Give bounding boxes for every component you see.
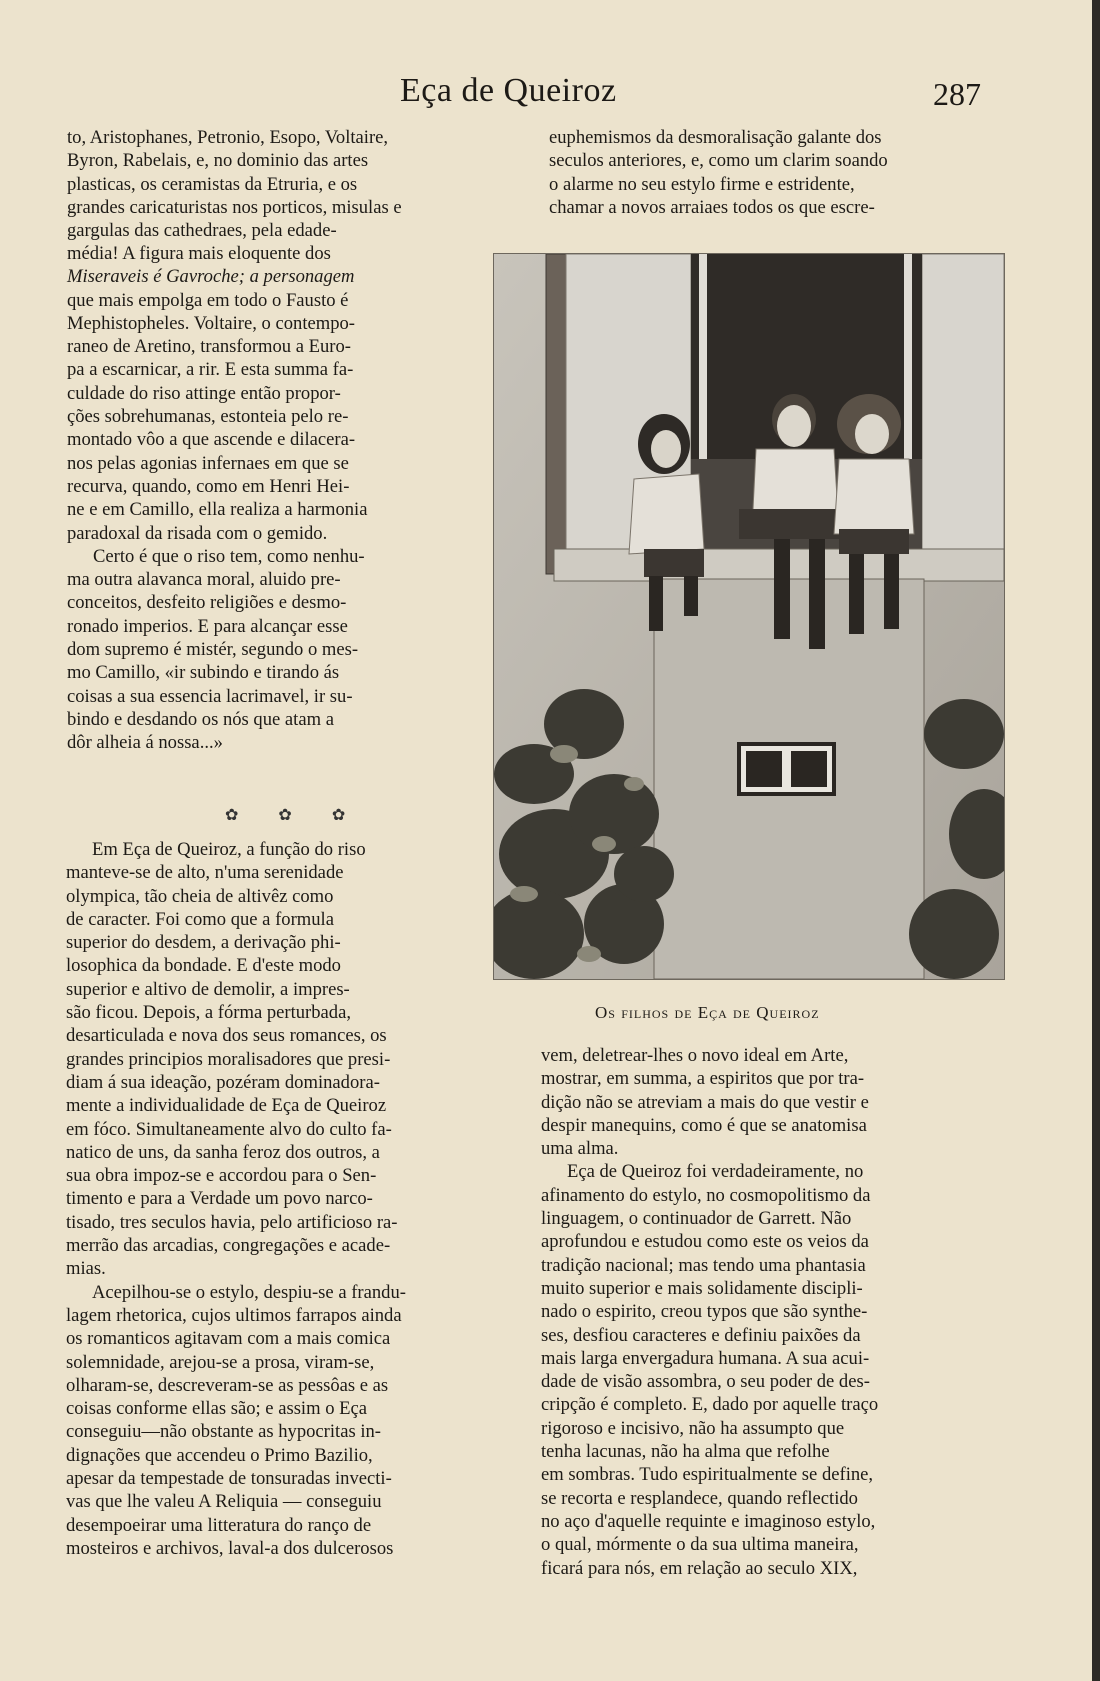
text-line: to, Aristophanes, Petronio, Esopo, Voltaire, (67, 127, 389, 148)
text-line: vas que lhe valeu A Reliquia — conseguiu (66, 1491, 382, 1513)
left-column-bottom (66, 838, 519, 1560)
text-line: aprofundou e estudou como este os veios da (541, 1231, 869, 1253)
text-line: dom supremo é mistér, segundo o mes- (67, 639, 359, 661)
text-line: tenha lacunas, não ha alma que refolhe (541, 1441, 830, 1463)
text-line: ne e em Camillo, ella realiza a harmonia (67, 499, 368, 521)
text-line: gargulas das cathedraes, pela edade- (67, 220, 337, 242)
photo-illustration (494, 254, 1004, 979)
text-line: tradição nacional; mas tendo uma phantasia (541, 1254, 866, 1276)
text-line: mo Camillo, «ir subindo e tirando ás (67, 662, 340, 684)
left-column-wrap (67, 242, 493, 755)
text-line: dôr alheia á nossa...» (67, 732, 223, 754)
text-line: chamar a novos arraiaes todos os que escre- (549, 196, 875, 218)
text-line: mias. (66, 1258, 106, 1280)
text-line: bindo e desdando os nós que atam a (67, 708, 334, 730)
text-line: ses, desfiou caracteres e definiu paixões da (541, 1324, 861, 1346)
text-line: Acepilhou-se o estylo, despiu-se a frandu- (92, 1281, 406, 1303)
text-line: manteve-se de alto, n'uma serenidade (66, 862, 344, 884)
text-line: culdade do riso attinge então propor- (67, 382, 341, 404)
section-ornament: ✿ ✿ ✿ (225, 807, 364, 824)
text-line: ronado imperios. E para alcançar esse (67, 615, 348, 637)
text-line: linguagem, o continuador de Garrett. Não (541, 1208, 852, 1230)
text-line: lagem rhetorica, cujos ultimos farrapos ainda (66, 1304, 402, 1326)
caption-prefix: Os filhos de (595, 1003, 698, 1022)
text-line: ma outra alavanca moral, aluido pre- (67, 569, 341, 591)
right-column-top (549, 126, 1004, 219)
text-line: recurva, quando, como em Henri Hei- (67, 475, 350, 497)
text-line: são ficou. Depois, a fórma perturbada, (66, 1002, 351, 1024)
caption-name: Eça de Queiroz (697, 1003, 820, 1022)
text-line: mais larga envergadura humana. A sua acui- (541, 1347, 870, 1369)
text-line: paradoxal da risada com o gemido. (67, 522, 328, 544)
text-line: Mephistopheles. Voltaire, o contempo- (67, 312, 355, 334)
text-line: mostrar, em summa, a espiritos que por tra- (541, 1068, 865, 1090)
text-line: em sombras. Tudo espiritualmente se define, (541, 1464, 874, 1486)
text-line: nos pelas agonias infernaes em que se (67, 452, 349, 474)
text-line: grandes caricaturistas nos porticos, misulas e (67, 196, 402, 218)
text-line: dignações que accendeu o Primo Bazilio, (66, 1444, 373, 1466)
text-line: dição não se atreviam a mais do que vestir e (541, 1091, 869, 1113)
text-line: Em Eça de Queiroz, a função do riso (92, 839, 366, 860)
scan-edge (1092, 0, 1100, 1681)
text-line: Eça de Queiroz foi verdadeiramente, no (567, 1161, 864, 1183)
text-line: losophica da bondade. E d'este modo (66, 955, 341, 977)
left-column-top (67, 126, 517, 242)
text-line: merrão das arcadias, congregações e acade- (66, 1235, 391, 1257)
text-line: desempoeirar uma litteratura do ranço de (66, 1514, 372, 1536)
text-line: afinamento do estylo, no cosmopolitismo da (541, 1184, 871, 1206)
text-line: conceitos, desfeito religiões e desmo- (67, 592, 347, 614)
text-line: seculos anteriores, e, como um clarim soando (549, 150, 888, 172)
text-line: plasticas, os ceramistas da Etruria, e os (67, 173, 358, 195)
right-column-bottom (541, 1044, 1000, 1580)
text-line: natico de uns, da sanha feroz dos outros, a (66, 1141, 380, 1163)
photo-caption (595, 1003, 820, 1023)
text-line: timento e para a Verdade um povo narco- (66, 1188, 373, 1210)
text-line: olympica, tão cheia de altivêz como (66, 885, 334, 907)
text-line: média! A figura mais eloquente dos (67, 243, 331, 264)
text-line: Certo é que o riso tem, como nenhu- (93, 545, 365, 567)
text-line: ções sobrehumanas, estonteia pelo re- (67, 406, 349, 428)
text-line: mosteiros e archivos, laval-a dos dulcerosos (66, 1537, 394, 1559)
text-line: raneo de Aretino, transformou a Euro- (67, 336, 351, 358)
text-line: montado vôo a que ascende e dilacera- (67, 429, 356, 451)
page-number: 287 (933, 76, 981, 112)
text-line: que mais empolga em todo o Fausto é (67, 289, 349, 311)
text-line: grandes principios moralisadores que presi- (66, 1048, 391, 1070)
text-line: rigoroso e incisivo, não ha assumpto que (541, 1417, 845, 1439)
text-line: nado o espirito, creou typos que são synthe- (541, 1301, 868, 1323)
text-line: tisado, tres seculos havia, pelo artificioso ra- (66, 1211, 398, 1233)
photograph-children (493, 253, 1005, 980)
text-line: diam á sua ideação, pozéram dominadora- (66, 1071, 380, 1093)
text-line: dade de visão assombra, o seu poder de des- (541, 1371, 870, 1393)
text-line: sua obra impoz-se e accordou para o Sen- (66, 1165, 377, 1187)
text-line: solemnidade, arejou-se a prosa, viram-se, (66, 1351, 375, 1373)
text-line: coisas a sua essencia lacrimavel, ir su- (67, 685, 353, 707)
text-line: o qual, mórmente o da sua ultima maneira, (541, 1534, 859, 1556)
text-line: pa a escarnicar, a rir. E esta summa fa- (67, 359, 354, 381)
text-line: superior e altivo de demolir, a impres- (66, 978, 350, 1000)
text-line: apesar da tempestade de tonsuradas invecti- (66, 1468, 392, 1490)
text-line: despir manequins, como é que se anatomisa (541, 1114, 867, 1136)
text-line: superior do desdem, a derivação phi- (66, 932, 341, 954)
text-line: cripção é completo. E, dado por aquelle traço (541, 1394, 879, 1416)
text-line: no aço d'aquelle requinte e imaginoso estylo, (541, 1510, 876, 1532)
text-line: muito superior e mais solidamente discipli- (541, 1277, 863, 1299)
text-line: coisas conforme ellas são; e assim o Eça (66, 1398, 368, 1420)
text-line: o alarme no seu estylo firme e estridente, (549, 173, 855, 195)
text-line: euphemismos da desmoralisação galante dos (549, 127, 882, 148)
text-line: olharam-se, descreveram-se as pessôas e as (66, 1374, 389, 1396)
text-line: Miseraveis é Gavroche; a personagem (67, 266, 355, 288)
text-line: de caracter. Foi como que a formula (66, 908, 334, 930)
text-line: desarticulada e nova dos seus romances, os (66, 1025, 387, 1047)
text-line: os romanticos agitavam com a mais comica (66, 1328, 391, 1350)
text-line: Byron, Rabelais, e, no dominio das artes (67, 150, 369, 172)
text-line: se recorta e resplandece, quando reflectido (541, 1487, 858, 1509)
text-line: mente a individualidade de Eça de Queiroz (66, 1095, 387, 1117)
text-line: em fóco. Simultaneamente alvo do culto fa- (66, 1118, 392, 1140)
text-line: ficará para nós, em relação ao seculo XIX, (541, 1557, 858, 1579)
text-line: uma alma. (541, 1138, 619, 1160)
text-line: conseguiu—não obstante as hypocritas in- (66, 1421, 381, 1443)
text-line: vem, deletrear-lhes o novo ideal em Arte, (541, 1045, 849, 1066)
page-title: Eça de Queiroz (400, 72, 617, 109)
